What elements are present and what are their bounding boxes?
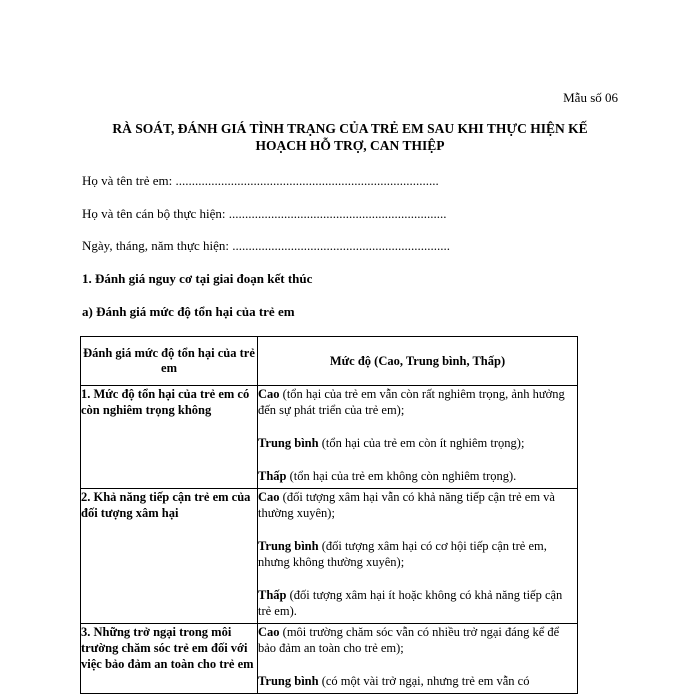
level-description: (môi trường chăm sóc vẫn có nhiều trở ngại đáng kể để bảo đảm an toàn cho trẻ em); (258, 625, 560, 655)
level-label: Cao (258, 387, 280, 401)
criterion-cell: 2. Khả năng tiếp cận trẻ em của đối tượng xâm hại (81, 489, 258, 624)
level-label: Cao (258, 625, 280, 639)
section-heading-1: 1. Đánh giá nguy cơ tại giai đoạn kết thúc (82, 271, 313, 286)
date-field: Ngày, tháng, năm thực hiện: ................................................................... (82, 238, 450, 253)
level-label: Thấp (258, 588, 287, 602)
level-description: (đối tượng xâm hại ít hoặc không có khả năng tiếp cận trẻ em). (258, 588, 563, 618)
criterion-cell: 1. Mức độ tổn hại của trẻ em có còn nghiêm trọng không (81, 386, 258, 489)
level-option (258, 386, 577, 418)
officer-name-field: Họ và tên cán bộ thực hiện: ................................................................... (82, 206, 447, 221)
level-cell (258, 624, 578, 694)
level-description: (tổn hại của trẻ em còn ít nghiêm trọng); (318, 436, 525, 450)
level-option (258, 435, 577, 451)
level-description: (đối tượng xâm hại vẫn có khả năng tiếp cận trẻ em và thường xuyên); (258, 490, 555, 520)
level-label: Cao (258, 490, 280, 504)
level-label: Trung bình (258, 539, 319, 553)
level-description: (đối tượng xâm hại có cơ hội tiếp cận trẻ em, nhưng không thường xuyên); (258, 539, 547, 569)
level-cell (258, 489, 578, 624)
level-option (258, 673, 577, 689)
level-option (258, 468, 577, 484)
assessment-table (80, 336, 578, 694)
table-row (81, 624, 578, 694)
table-row (81, 489, 578, 624)
level-option (258, 587, 577, 619)
table-header-row (81, 337, 578, 386)
level-option (258, 538, 577, 570)
document-title: RÀ SOÁT, ĐÁNH GIÁ TÌNH TRẠNG CỦA TRẺ EM SAU KHI THỰC HIỆN KẾ HOẠCH HỖ TRỢ, CAN THIỆP (112, 121, 588, 153)
criterion-cell: 3. Những trở ngại trong môi trường chăm sóc trẻ em đối với việc bảo đảm an toàn cho trẻ em (81, 624, 258, 694)
child-name-field: Họ và tên trẻ em: ................................................................................. (82, 173, 439, 188)
level-description: (tổn hại của trẻ em vẫn còn rất nghiêm trọng, ảnh hưởng đến sự phát triển của trẻ em); (258, 387, 565, 417)
section-heading-1a: a) Đánh giá mức độ tổn hại của trẻ em (82, 304, 295, 319)
level-label: Trung bình (258, 436, 319, 450)
level-label: Thấp (258, 469, 287, 483)
level-option (258, 489, 577, 521)
header-level: Mức độ (Cao, Trung bình, Thấp) (258, 337, 578, 386)
level-option (258, 624, 577, 656)
level-description: (có một vài trở ngại, nhưng trẻ em vẫn có (318, 674, 530, 688)
header-criterion: Đánh giá mức độ tổn hại của trẻ em (81, 337, 258, 386)
level-cell (258, 386, 578, 489)
table-row (81, 386, 578, 489)
level-description: (tổn hại của trẻ em không còn nghiêm trọng). (286, 469, 517, 483)
level-label: Trung bình (258, 674, 319, 688)
form-number: Mẫu số 06 (563, 90, 618, 105)
